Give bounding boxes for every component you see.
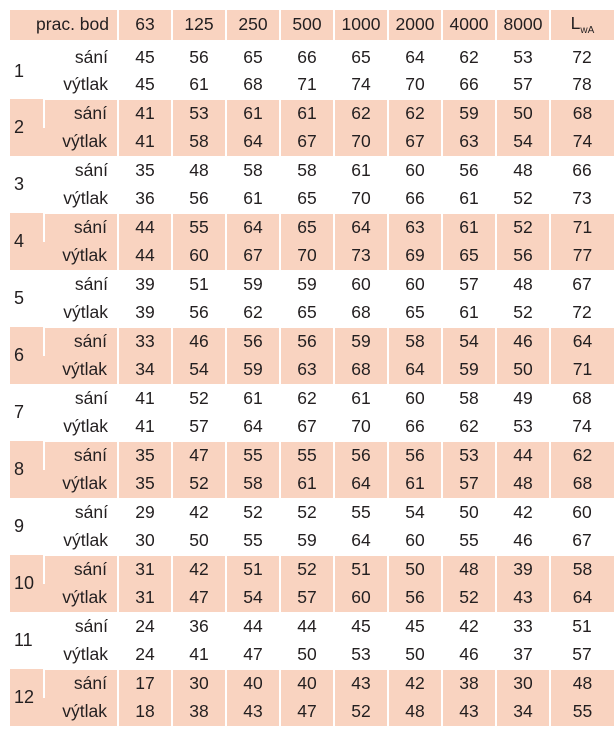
table-row	[10, 470, 614, 499]
lwa-value: 62	[550, 441, 614, 470]
level-value: 65	[388, 299, 442, 328]
table-row	[10, 498, 614, 527]
level-value: 62	[334, 99, 388, 128]
table-row	[10, 99, 614, 128]
level-value: 61	[280, 470, 334, 499]
row-label-suction: sání	[44, 669, 118, 698]
level-value: 46	[496, 327, 550, 356]
row-label-suction: sání	[74, 502, 108, 522]
level-value: 61	[388, 470, 442, 499]
lwa-value: 74	[550, 413, 614, 442]
level-value: 63	[388, 213, 442, 242]
level-value: 60	[405, 388, 425, 408]
table-row	[10, 327, 614, 356]
header-frequency: 1000	[334, 10, 388, 42]
level-value: 74	[334, 71, 388, 100]
level-value: 58	[297, 160, 317, 180]
level-value: 71	[280, 71, 334, 100]
level-value: 52	[189, 388, 209, 408]
table-row	[10, 71, 614, 100]
level-value: 64	[226, 413, 280, 442]
level-value: 64	[334, 527, 388, 556]
level-value: 44	[496, 441, 550, 470]
header-lwa	[550, 10, 614, 42]
header-row	[10, 10, 614, 42]
row-label-discharge: výtlak	[44, 584, 118, 613]
level-value: 51	[189, 274, 209, 294]
level-value: 63	[280, 356, 334, 385]
level-value: 61	[442, 299, 496, 328]
level-value: 48	[496, 470, 550, 499]
level-value: 55	[172, 213, 226, 242]
level-value: 43	[442, 698, 496, 727]
level-value: 66	[388, 413, 442, 442]
level-value: 34	[118, 356, 172, 385]
row-label-discharge: výtlak	[44, 356, 118, 385]
level-value: 42	[172, 555, 226, 584]
level-value: 47	[226, 641, 280, 670]
level-value: 59	[297, 274, 317, 294]
level-value: 54	[442, 327, 496, 356]
level-value: 56	[172, 185, 226, 214]
level-value: 53	[172, 99, 226, 128]
lwa-value: 71	[550, 213, 614, 242]
lwa-value: 72	[550, 299, 614, 328]
level-value: 70	[334, 128, 388, 157]
level-value: 50	[172, 527, 226, 556]
level-value: 43	[496, 584, 550, 613]
level-value: 60	[334, 584, 388, 613]
level-value: 39	[496, 555, 550, 584]
header-frequency: 4000	[442, 10, 496, 42]
level-value: 50	[496, 99, 550, 128]
level-value: 55	[226, 527, 280, 556]
lwa-value: 57	[550, 641, 614, 670]
level-value: 68	[334, 299, 388, 328]
level-value: 51	[334, 555, 388, 584]
level-value: 57	[280, 584, 334, 613]
table-row	[10, 612, 614, 641]
level-value: 68	[226, 71, 280, 100]
lwa-value: 72	[572, 47, 592, 67]
level-value: 53	[442, 441, 496, 470]
level-value: 43	[226, 698, 280, 727]
row-label-suction: sání	[74, 47, 108, 67]
table-body	[10, 42, 614, 726]
lwa-value: 64	[550, 584, 614, 613]
table-row	[10, 413, 614, 442]
level-value: 49	[513, 388, 533, 408]
point-id: 6	[10, 327, 44, 384]
level-value: 42	[459, 616, 479, 636]
row-label-discharge: výtlak	[44, 128, 118, 157]
row-label-discharge: výtlak	[44, 527, 118, 556]
level-value: 73	[334, 242, 388, 271]
level-value: 70	[334, 185, 388, 214]
level-value: 64	[334, 470, 388, 499]
header-lwa-main: L	[570, 13, 581, 34]
level-value: 40	[226, 669, 280, 698]
level-value: 53	[513, 47, 533, 67]
lwa-value: 66	[572, 160, 592, 180]
level-value: 38	[172, 698, 226, 727]
level-value: 69	[388, 242, 442, 271]
level-value: 48	[513, 274, 533, 294]
level-value: 54	[496, 128, 550, 157]
row-label-discharge: výtlak	[44, 71, 118, 100]
point-id: 2	[10, 99, 44, 156]
point-id: 7	[14, 402, 25, 422]
table-row	[10, 242, 614, 271]
level-value: 55	[280, 441, 334, 470]
level-value: 52	[334, 698, 388, 727]
level-value: 35	[135, 160, 155, 180]
level-value: 61	[243, 388, 263, 408]
point-id: 10	[10, 555, 44, 612]
table-row	[10, 698, 614, 727]
level-value: 53	[334, 641, 388, 670]
level-value: 60	[351, 274, 371, 294]
level-value: 61	[172, 71, 226, 100]
point-id: 1	[14, 61, 25, 82]
level-value: 35	[118, 441, 172, 470]
level-value: 61	[226, 99, 280, 128]
level-value: 46	[442, 641, 496, 670]
level-value: 43	[334, 669, 388, 698]
row-label-discharge: výtlak	[44, 641, 118, 670]
level-value: 67	[226, 242, 280, 271]
level-value: 44	[297, 616, 317, 636]
level-value: 41	[118, 128, 172, 157]
row-label-suction: sání	[74, 616, 108, 636]
level-value: 64	[226, 128, 280, 157]
level-value: 52	[297, 502, 317, 522]
lwa-value: 64	[550, 327, 614, 356]
level-value: 50	[459, 502, 479, 522]
table-row	[10, 555, 614, 584]
header-frequency: 2000	[388, 10, 442, 42]
level-value: 44	[118, 213, 172, 242]
level-value: 67	[388, 128, 442, 157]
level-value: 41	[118, 413, 172, 442]
level-value: 45	[118, 71, 172, 100]
level-value: 56	[496, 242, 550, 271]
level-value: 48	[513, 160, 533, 180]
level-value: 45	[405, 616, 425, 636]
level-value: 57	[172, 413, 226, 442]
level-value: 53	[496, 413, 550, 442]
level-value: 63	[442, 128, 496, 157]
level-value: 70	[280, 242, 334, 271]
level-value: 50	[388, 555, 442, 584]
level-value: 66	[442, 71, 496, 100]
point-id: 3	[14, 174, 25, 194]
row-label-discharge: výtlak	[44, 185, 118, 214]
level-value: 48	[388, 698, 442, 727]
level-value: 67	[280, 128, 334, 157]
level-value: 62	[226, 299, 280, 328]
table-row	[10, 128, 614, 157]
level-value: 62	[442, 413, 496, 442]
level-value: 33	[513, 616, 533, 636]
row-label-discharge: výtlak	[44, 299, 118, 328]
lwa-value: 48	[550, 669, 614, 698]
level-value: 56	[226, 327, 280, 356]
point-id: 8	[10, 441, 44, 498]
level-value: 47	[172, 584, 226, 613]
level-value: 52	[496, 185, 550, 214]
lwa-value: 60	[572, 502, 592, 522]
level-value: 36	[118, 185, 172, 214]
level-value: 56	[172, 299, 226, 328]
level-value: 42	[513, 502, 533, 522]
level-value: 70	[334, 413, 388, 442]
level-value: 44	[243, 616, 263, 636]
level-value: 57	[496, 71, 550, 100]
level-value: 55	[351, 502, 371, 522]
level-value: 42	[388, 669, 442, 698]
point-id: 5	[14, 288, 25, 308]
level-value: 30	[496, 669, 550, 698]
level-value: 44	[118, 242, 172, 271]
lwa-value: 73	[550, 185, 614, 214]
table-row	[10, 669, 614, 698]
level-value: 45	[351, 616, 371, 636]
level-value: 52	[442, 584, 496, 613]
table-row	[10, 641, 614, 670]
level-value: 56	[459, 160, 479, 180]
lwa-value: 68	[550, 99, 614, 128]
level-value: 54	[172, 356, 226, 385]
level-value: 37	[496, 641, 550, 670]
level-value: 66	[388, 185, 442, 214]
level-value: 31	[118, 555, 172, 584]
row-label-discharge: výtlak	[44, 698, 118, 727]
level-value: 50	[496, 356, 550, 385]
level-value: 52	[280, 555, 334, 584]
level-value: 66	[297, 47, 317, 67]
level-value: 42	[189, 502, 209, 522]
table-row	[10, 384, 614, 413]
row-label-suction: sání	[44, 555, 118, 584]
level-value: 52	[172, 470, 226, 499]
table-row	[10, 299, 614, 328]
row-label-discharge: výtlak	[44, 242, 118, 271]
level-value: 55	[226, 441, 280, 470]
level-value: 48	[189, 160, 209, 180]
level-value: 59	[226, 356, 280, 385]
level-value: 60	[388, 527, 442, 556]
level-value: 34	[496, 698, 550, 727]
level-value: 47	[280, 698, 334, 727]
table-row	[10, 156, 614, 185]
table-row	[10, 42, 614, 71]
lwa-value: 77	[550, 242, 614, 271]
level-value: 61	[226, 185, 280, 214]
row-label-discharge: výtlak	[44, 413, 118, 442]
level-value: 24	[118, 641, 172, 670]
header-frequency: 125	[172, 10, 226, 42]
level-value: 45	[135, 47, 155, 67]
row-label-suction: sání	[44, 441, 118, 470]
row-label-suction: sání	[74, 274, 108, 294]
point-id: 9	[14, 516, 25, 536]
level-value: 62	[459, 47, 479, 67]
level-value: 30	[172, 669, 226, 698]
level-value: 50	[388, 641, 442, 670]
level-value: 58	[459, 388, 479, 408]
level-value: 57	[442, 470, 496, 499]
noise-level-table	[10, 10, 614, 727]
level-value: 55	[442, 527, 496, 556]
level-value: 70	[388, 71, 442, 100]
lwa-value: 58	[550, 555, 614, 584]
level-value: 62	[388, 99, 442, 128]
level-value: 61	[351, 388, 371, 408]
level-value: 59	[280, 527, 334, 556]
level-value: 64	[388, 356, 442, 385]
lwa-value: 71	[550, 356, 614, 385]
lwa-value: 55	[550, 698, 614, 727]
level-value: 64	[334, 213, 388, 242]
level-value: 46	[496, 527, 550, 556]
level-value: 61	[351, 160, 371, 180]
level-value: 58	[243, 160, 263, 180]
level-value: 46	[172, 327, 226, 356]
level-value: 52	[496, 299, 550, 328]
row-label-suction: sání	[44, 99, 118, 128]
level-value: 59	[334, 327, 388, 356]
level-value: 40	[280, 669, 334, 698]
row-label-suction: sání	[74, 388, 108, 408]
header-lwa-subscript: wA	[580, 25, 595, 37]
level-value: 39	[118, 299, 172, 328]
header-frequency: 250	[226, 10, 280, 42]
table-row	[10, 356, 614, 385]
level-value: 58	[172, 128, 226, 157]
level-value: 56	[189, 47, 209, 67]
level-value: 38	[442, 669, 496, 698]
level-value: 24	[135, 616, 155, 636]
level-value: 54	[226, 584, 280, 613]
level-value: 65	[280, 213, 334, 242]
lwa-value: 67	[550, 527, 614, 556]
level-value: 62	[297, 388, 317, 408]
level-value: 56	[388, 441, 442, 470]
level-value: 65	[243, 47, 263, 67]
level-value: 65	[280, 299, 334, 328]
table-row	[10, 584, 614, 613]
level-value: 58	[388, 327, 442, 356]
level-value: 64	[405, 47, 425, 67]
level-value: 18	[118, 698, 172, 727]
level-value: 59	[442, 99, 496, 128]
level-value: 67	[280, 413, 334, 442]
lwa-value: 68	[550, 470, 614, 499]
level-value: 59	[243, 274, 263, 294]
level-value: 65	[351, 47, 371, 67]
level-value: 30	[118, 527, 172, 556]
level-value: 56	[334, 441, 388, 470]
level-value: 56	[388, 584, 442, 613]
level-value: 29	[135, 502, 155, 522]
level-value: 61	[280, 99, 334, 128]
level-value: 58	[226, 470, 280, 499]
point-id: 4	[10, 213, 44, 270]
level-value: 65	[280, 185, 334, 214]
level-value: 41	[118, 99, 172, 128]
point-id: 11	[14, 630, 33, 650]
level-value: 60	[405, 160, 425, 180]
level-value: 51	[226, 555, 280, 584]
point-id: 12	[10, 669, 44, 726]
level-value: 52	[496, 213, 550, 242]
level-value: 50	[280, 641, 334, 670]
row-label-suction: sání	[74, 160, 108, 180]
table-row	[10, 185, 614, 214]
level-value: 17	[118, 669, 172, 698]
row-label-suction: sání	[44, 327, 118, 356]
lwa-value: 74	[550, 128, 614, 157]
header-frequency: 8000	[496, 10, 550, 42]
lwa-value: 67	[572, 274, 592, 294]
header-frequency: 63	[118, 10, 172, 42]
table-row	[10, 270, 614, 299]
level-value: 56	[280, 327, 334, 356]
level-value: 64	[226, 213, 280, 242]
level-value: 61	[442, 213, 496, 242]
lwa-value: 51	[572, 616, 592, 636]
level-value: 57	[459, 274, 479, 294]
level-value: 36	[189, 616, 209, 636]
level-value: 54	[405, 502, 425, 522]
table-row	[10, 527, 614, 556]
header-point-label: prac. bod	[10, 10, 118, 42]
table-row	[10, 213, 614, 242]
level-value: 41	[135, 388, 155, 408]
level-value: 65	[442, 242, 496, 271]
level-value: 61	[442, 185, 496, 214]
row-label-suction: sání	[44, 213, 118, 242]
level-value: 33	[118, 327, 172, 356]
level-value: 31	[118, 584, 172, 613]
level-value: 59	[442, 356, 496, 385]
level-value: 60	[172, 242, 226, 271]
table-row	[10, 441, 614, 470]
level-value: 47	[172, 441, 226, 470]
level-value: 60	[405, 274, 425, 294]
level-value: 35	[118, 470, 172, 499]
level-value: 39	[135, 274, 155, 294]
header-frequency: 500	[280, 10, 334, 42]
row-label-discharge: výtlak	[44, 470, 118, 499]
level-value: 68	[334, 356, 388, 385]
level-value: 41	[172, 641, 226, 670]
level-value: 48	[442, 555, 496, 584]
level-value: 52	[243, 502, 263, 522]
lwa-value: 68	[572, 388, 592, 408]
lwa-value: 78	[550, 71, 614, 100]
